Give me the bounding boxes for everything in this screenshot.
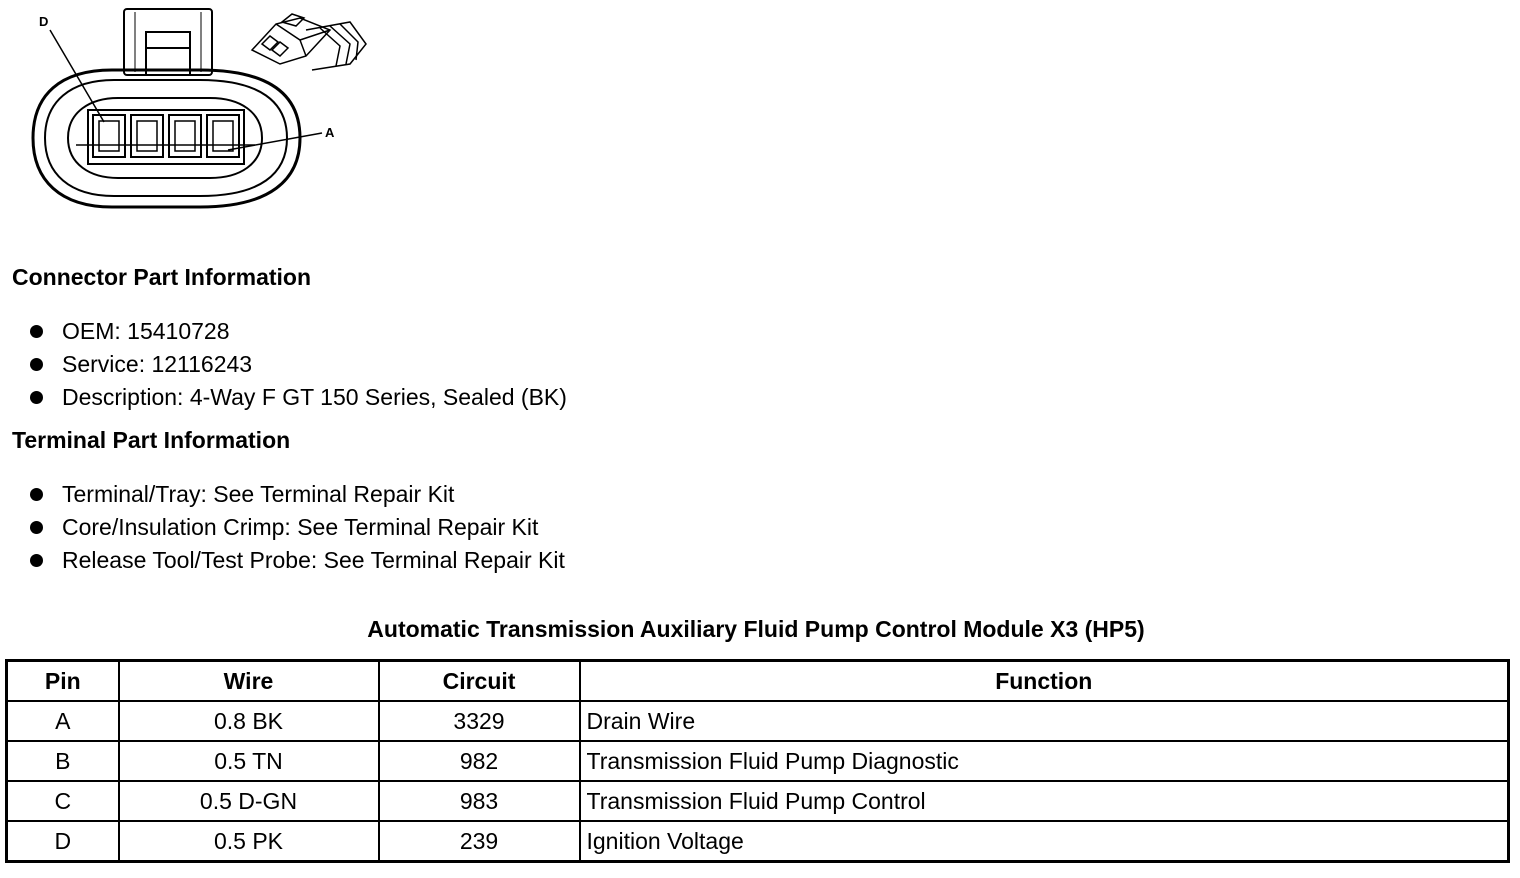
pin-cell: D bbox=[7, 821, 119, 862]
pin-cell: B bbox=[7, 741, 119, 781]
table-header-row bbox=[7, 661, 1509, 702]
column-header-wire: Wire bbox=[119, 661, 379, 702]
connector-service-text: Service: 12116243 bbox=[62, 351, 253, 377]
connector-shell bbox=[33, 70, 300, 207]
table-row bbox=[7, 821, 1509, 862]
circuit-cell: 3329 bbox=[379, 701, 580, 741]
wire-cell: 0.5 D-GN bbox=[119, 781, 379, 821]
pin-cell: A bbox=[7, 701, 119, 741]
wire-cell: 0.5 PK bbox=[119, 821, 379, 862]
function-cell: Transmission Fluid Pump Diagnostic bbox=[580, 741, 1509, 781]
list-item bbox=[28, 544, 565, 577]
connector-info-list bbox=[28, 315, 567, 414]
bullet-icon bbox=[30, 358, 43, 371]
list-item bbox=[28, 478, 565, 511]
connector-info-heading: Connector Part Information bbox=[12, 264, 312, 290]
function-cell: Drain Wire bbox=[580, 701, 1509, 741]
pin-cell: C bbox=[7, 781, 119, 821]
table-row bbox=[7, 781, 1509, 821]
list-item bbox=[28, 381, 567, 414]
terminal-tool-text: Release Tool/Test Probe: See Terminal Repair Kit bbox=[62, 547, 565, 573]
bullet-icon bbox=[30, 325, 43, 338]
function-cell: Ignition Voltage bbox=[580, 821, 1509, 862]
connector-oem-text: OEM: 15410728 bbox=[62, 318, 230, 344]
terminal-info-list bbox=[28, 478, 565, 577]
pin-label-a: A bbox=[325, 125, 335, 140]
terminal-cavities bbox=[88, 110, 244, 164]
terminal-crimp-text: Core/Insulation Crimp: See Terminal Repair Kit bbox=[62, 514, 539, 540]
column-header-circuit: Circuit bbox=[379, 661, 580, 702]
pinout-table-title: Automatic Transmission Auxiliary Fluid Pump Control Module X3 (HP5) bbox=[367, 616, 1145, 642]
column-header-pin: Pin bbox=[7, 661, 119, 702]
circuit-cell: 982 bbox=[379, 741, 580, 781]
connector-description-text: Description: 4-Way F GT 150 Series, Sealed (BK) bbox=[62, 384, 567, 410]
terminal-info-heading: Terminal Part Information bbox=[12, 427, 291, 453]
connector-perspective-icon bbox=[252, 14, 366, 70]
table-row bbox=[7, 701, 1509, 741]
bullet-icon bbox=[30, 521, 43, 534]
bullet-icon bbox=[30, 554, 43, 567]
list-item bbox=[28, 348, 567, 381]
wire-cell: 0.8 BK bbox=[119, 701, 379, 741]
bullet-icon bbox=[30, 488, 43, 501]
circuit-cell: 983 bbox=[379, 781, 580, 821]
connector-diagram bbox=[0, 0, 380, 215]
bullet-icon bbox=[30, 391, 43, 404]
pinout-table bbox=[5, 659, 1510, 863]
list-item bbox=[28, 511, 565, 544]
column-header-function: Function bbox=[580, 661, 1509, 702]
function-cell: Transmission Fluid Pump Control bbox=[580, 781, 1509, 821]
wire-cell: 0.5 TN bbox=[119, 741, 379, 781]
pin-label-d: D bbox=[39, 14, 49, 29]
connector-drawing bbox=[0, 0, 380, 215]
terminal-tray-text: Terminal/Tray: See Terminal Repair Kit bbox=[62, 481, 455, 507]
connector-lock-tab bbox=[124, 9, 212, 75]
circuit-cell: 239 bbox=[379, 821, 580, 862]
list-item bbox=[28, 315, 567, 348]
table-row bbox=[7, 741, 1509, 781]
